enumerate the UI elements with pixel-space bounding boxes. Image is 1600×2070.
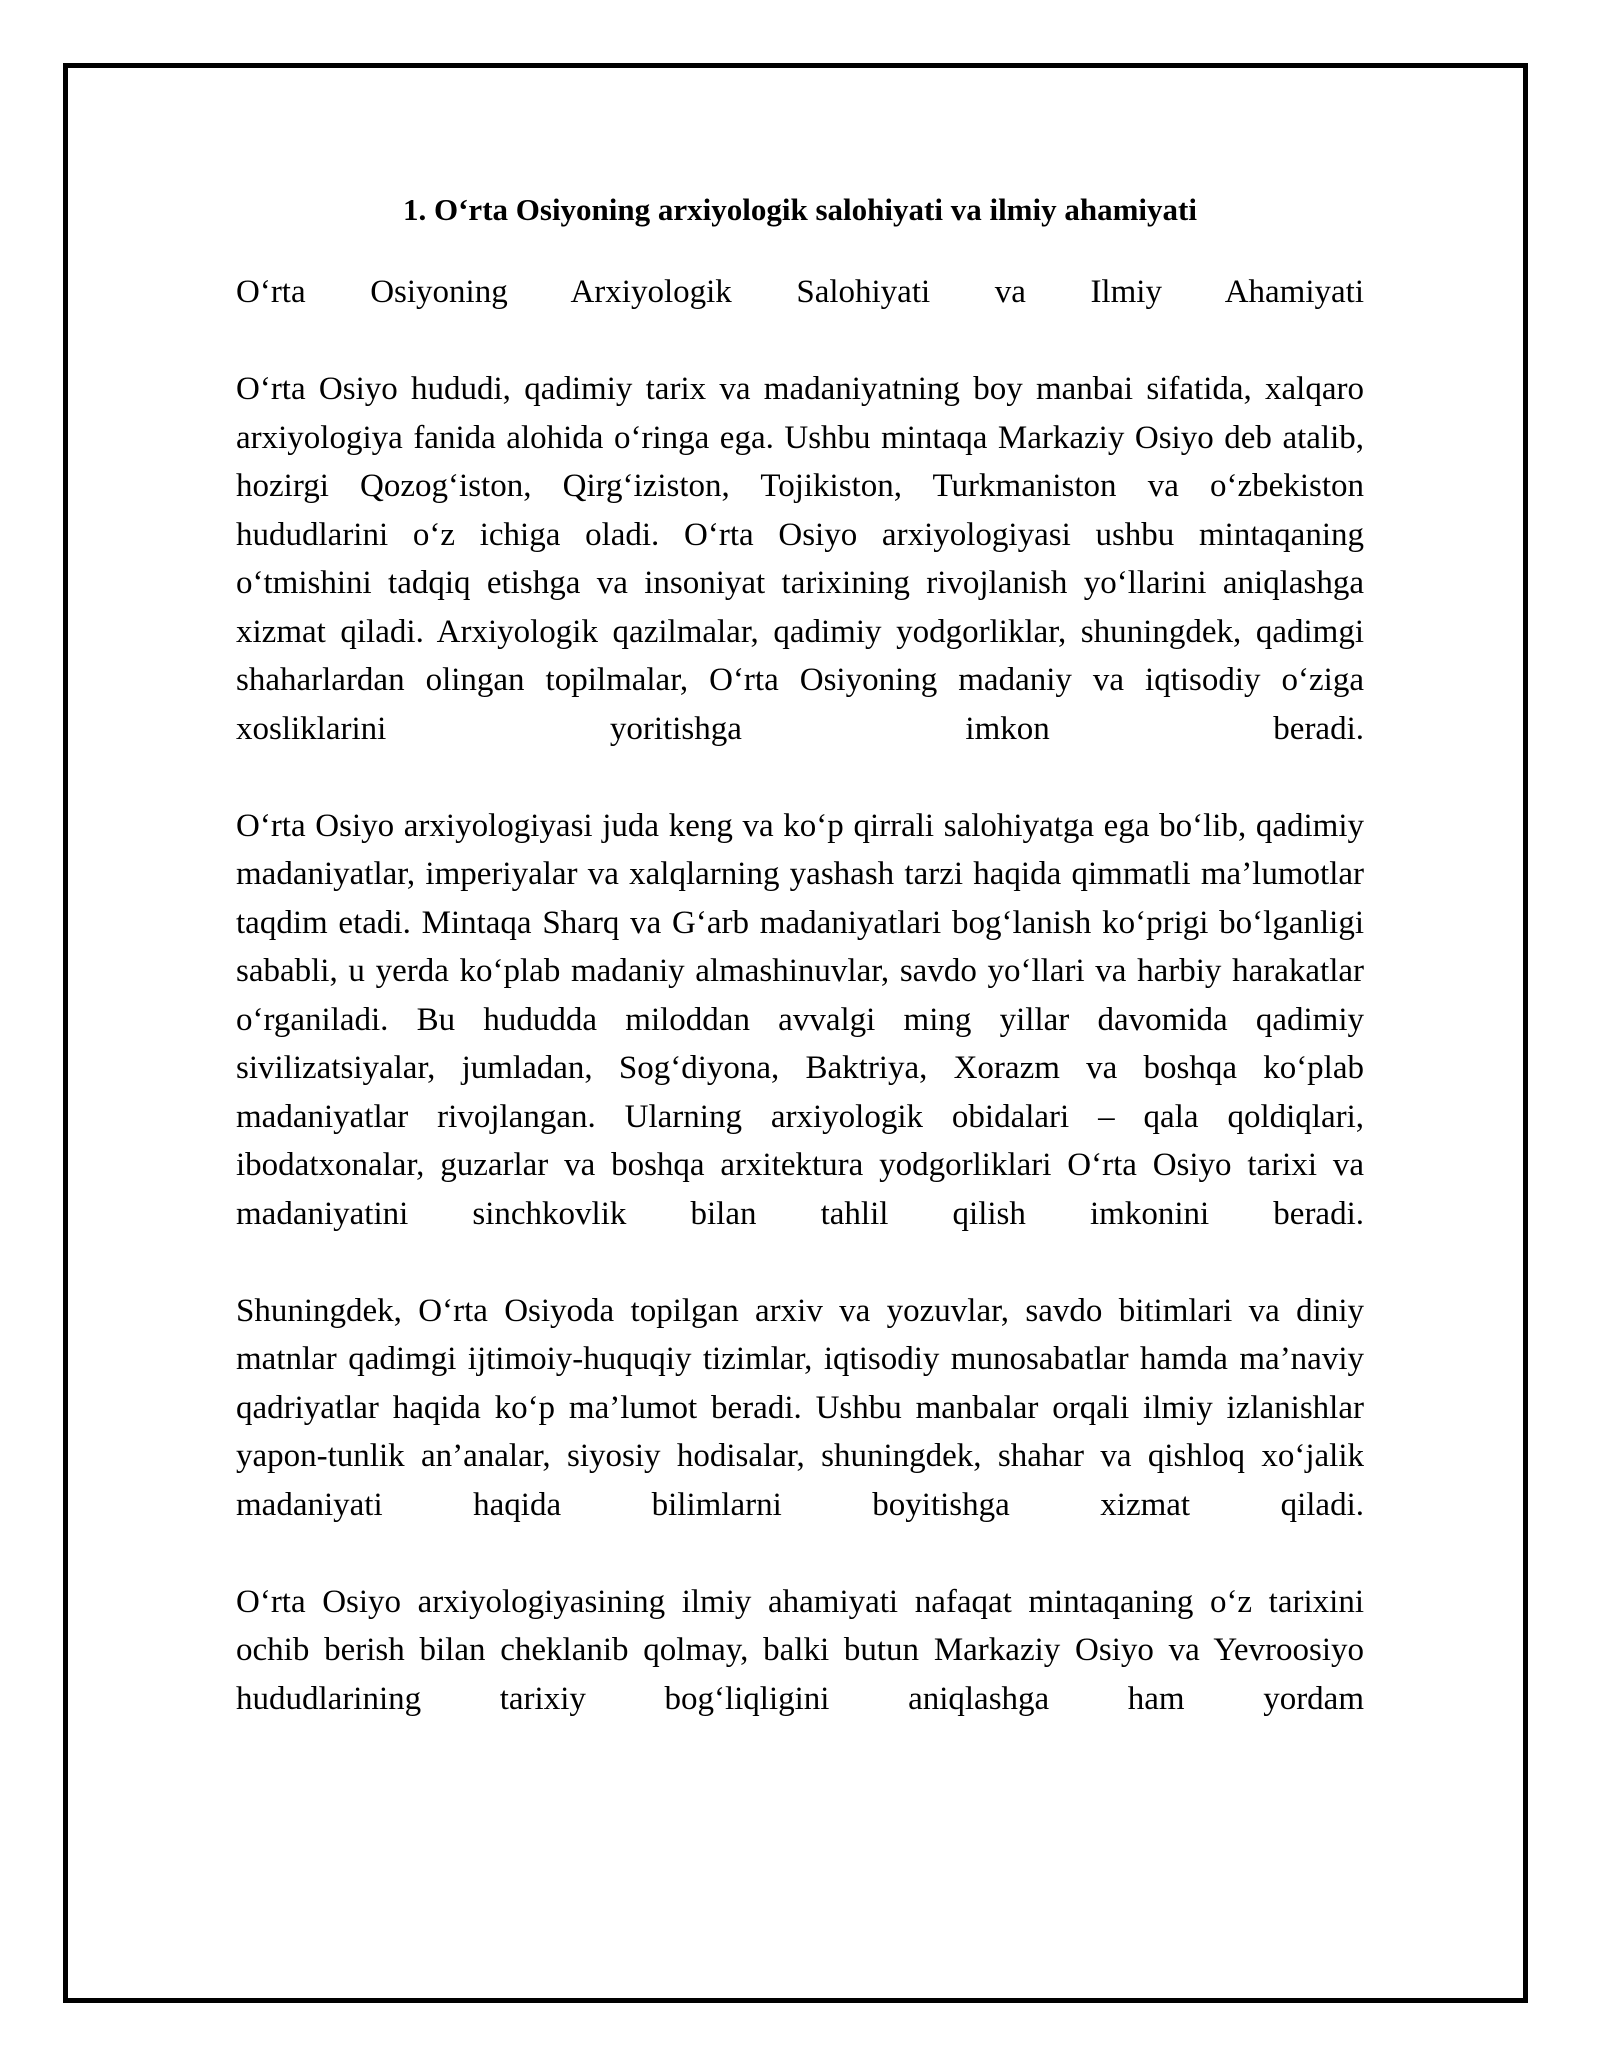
document-title: 1. O‘rta Osiyoning arxiyologik salohiyati va ilmiy ahamiyati <box>403 192 1197 227</box>
paragraph-2: O‘rta Osiyo arxiyologiyasi juda keng va ko‘p qirrali salohiyatga ega bo‘lib, qadimiy madaniyatlar, imperiyalar va xalqlarning yashash tarzi haqida qimmatli ma’lumotlar taqdim etadi. Mintaqa Sharq va G‘arb madaniyatlari bog‘lanish ko‘prigi bo‘lganligi sababli, u yerda ko‘plab madaniy almashinuvlar, savdo yo‘llari va harbiy harakatlar o‘rganiladi. Bu hududda miloddan avvalgi ming yillar davomida qadimiy sivilizatsiyalar, jumladan, Sog‘diyona, Baktriya, Xorazm va boshqa ko‘plab madaniyatlar rivojlangan. Ularning arxiyologik obidalari – qala qoldiqlari, ibodatxonalar, guzarlar va boshqa arxitektura yodgorliklari O‘rta Osiyo tarixi va madaniyatini sinchkovlik bilan tahlil qilish imkonini beradi. <box>236 807 1364 1232</box>
paragraph-1: O‘rta Osiyo hududi, qadimiy tarix va madaniyatning boy manbai sifatida, xalqaro arxiyologiya fanida alohida o‘ringa ega. Ushbu mintaqa Markaziy Osiyo deb atalib, hozirgi Qozog‘iston, Qirg‘iziston, Tojikiston, Turkmaniston va o‘zbekiston hududlarini o‘z ichiga oladi. O‘rta Osiyo arxiyologiyasi ushbu mintaqaning o‘tmishini tadqiq etishga va insoniyat tarixining rivojlanish yo‘llarini aniqlashga xizmat qiladi. Arxiyologik qazilmalar, qadimiy yodgorliklar, shuningdek, qadimgi shaharlardan olingan topilmalar, O‘rta Osiyoning madaniy va iqtisodiy o‘ziga xosliklarini yoritishga imkon beradi. <box>236 371 1364 747</box>
document-subtitle: O‘rta Osiyoning Arxiyologik Salohiyati va Ilmiy Ahamiyati <box>236 274 1364 310</box>
document-body <box>236 190 1364 1723</box>
paragraph-4: O‘rta Osiyo arxiyologiyasining ilmiy ahamiyati nafaqat mintaqaning o‘z tarixini ochib berish bilan cheklanib qolmay, balki butun Markaziy Osiyo va Yevroosiyo hududlarining tarixiy bog‘liqligini aniqlashga ham yordam <box>236 1583 1364 1717</box>
paragraph-3: Shuningdek, O‘rta Osiyoda topilgan arxiv va yozuvlar, savdo bitimlari va diniy matnlar qadimgi ijtimoiy-huquqiy tizimlar, iqtisodiy munosabatlar hamda ma’naviy qadriyatlar haqida ko‘p ma’lumot beradi. Ushbu manbalar orqali ilmiy izlanishlar yapon-tunlik an’analar, siyosiy hodisalar, shuningdek, shahar va qishloq xo‘jalik madaniyati haqida bilimlarni boyitishga xizmat qiladi. <box>236 1292 1364 1523</box>
